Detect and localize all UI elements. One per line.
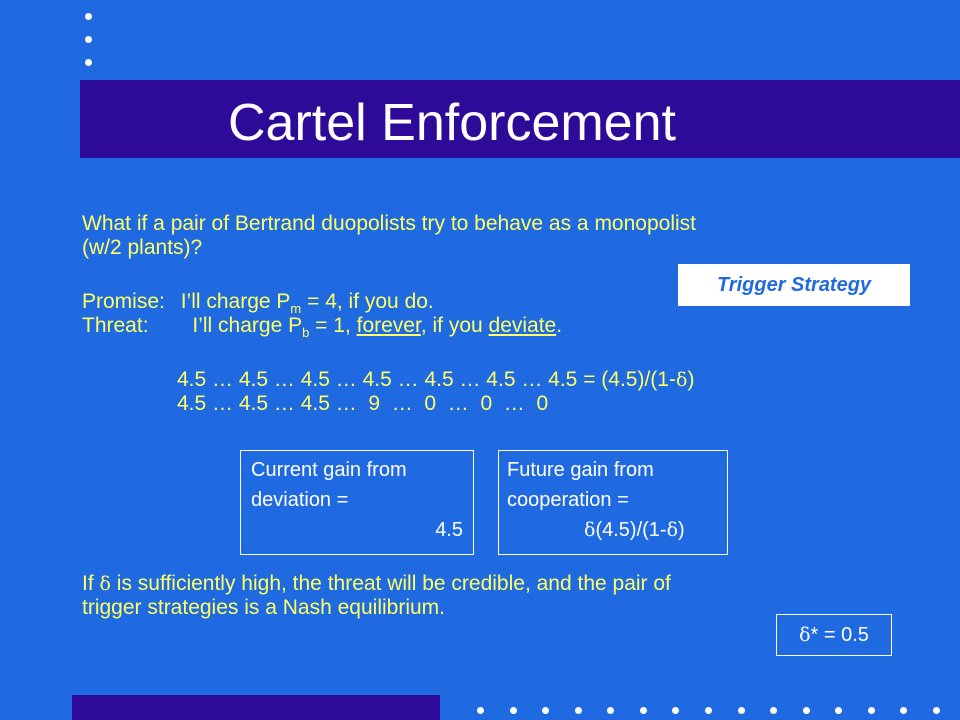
current-gain-box [240,450,474,555]
future-gain-box [498,450,728,555]
future-gain-line-2: cooperation = [507,489,629,511]
decor-dot [85,13,92,20]
slide-title: Cartel Enforcement [228,94,676,152]
decor-dot [510,707,517,714]
decor-dot [85,59,92,66]
conclusion-line-1: If δ is sufficiently high, the threat will be credible, and the pair of [82,572,671,595]
decor-dot [835,707,842,714]
payoff-stream-cooperate: 4.5 … 4.5 … 4.5 … 4.5 … 4.5 … 4.5 … 4.5 = (4.5)/(1-δ) [177,368,695,391]
decor-dot [477,707,484,714]
intro-line-1: What if a pair of Bertrand duopolists try to behave as a monopolist [82,212,696,235]
decor-dot [770,707,777,714]
decor-dot [542,707,549,714]
forever-underlined: forever [356,314,421,337]
delta-star-box: δ * = 0.5 [776,614,892,656]
decor-dot [900,707,907,714]
threat-label: Threat: [82,314,149,337]
promise-text: I’ll charge $P_m = 4$, if you do. [180,290,434,316]
decor-dot [640,707,647,714]
current-gain-line-1: Current gain from [251,459,407,481]
payoff-stream-deviate: 4.5 … 4.5 … 4.5 … 9 … 0 … 0 … 0 [177,392,549,415]
promise-line [82,290,434,314]
bottom-bar [72,695,440,720]
decor-dot [868,707,875,714]
decor-dot [933,707,940,714]
decor-dot [672,707,679,714]
threat-line [82,314,562,338]
promise-label: Promise: [82,290,165,313]
threat-text: I’ll charge $P_b = 1$, forever, if you deviate. [192,314,563,340]
intro-line-2: (w/2 plants)? [82,236,203,259]
current-gain-line-2: deviation = [251,489,349,511]
deviate-underlined: deviate [488,314,557,337]
future-gain-value: δ(4.5)/(1-δ) [584,519,685,541]
current-gain-value: 4.5 [435,519,463,541]
trigger-strategy-label: Trigger Strategy [678,264,910,306]
future-gain-line-1: Future gain from [507,459,654,481]
decor-dot [607,707,614,714]
decor-dot [705,707,712,714]
decor-dot [575,707,582,714]
conclusion-line-2: trigger strategies is a Nash equilibrium. [82,596,445,619]
decor-dot [85,36,92,43]
decor-dot [738,707,745,714]
decor-dot [803,707,810,714]
